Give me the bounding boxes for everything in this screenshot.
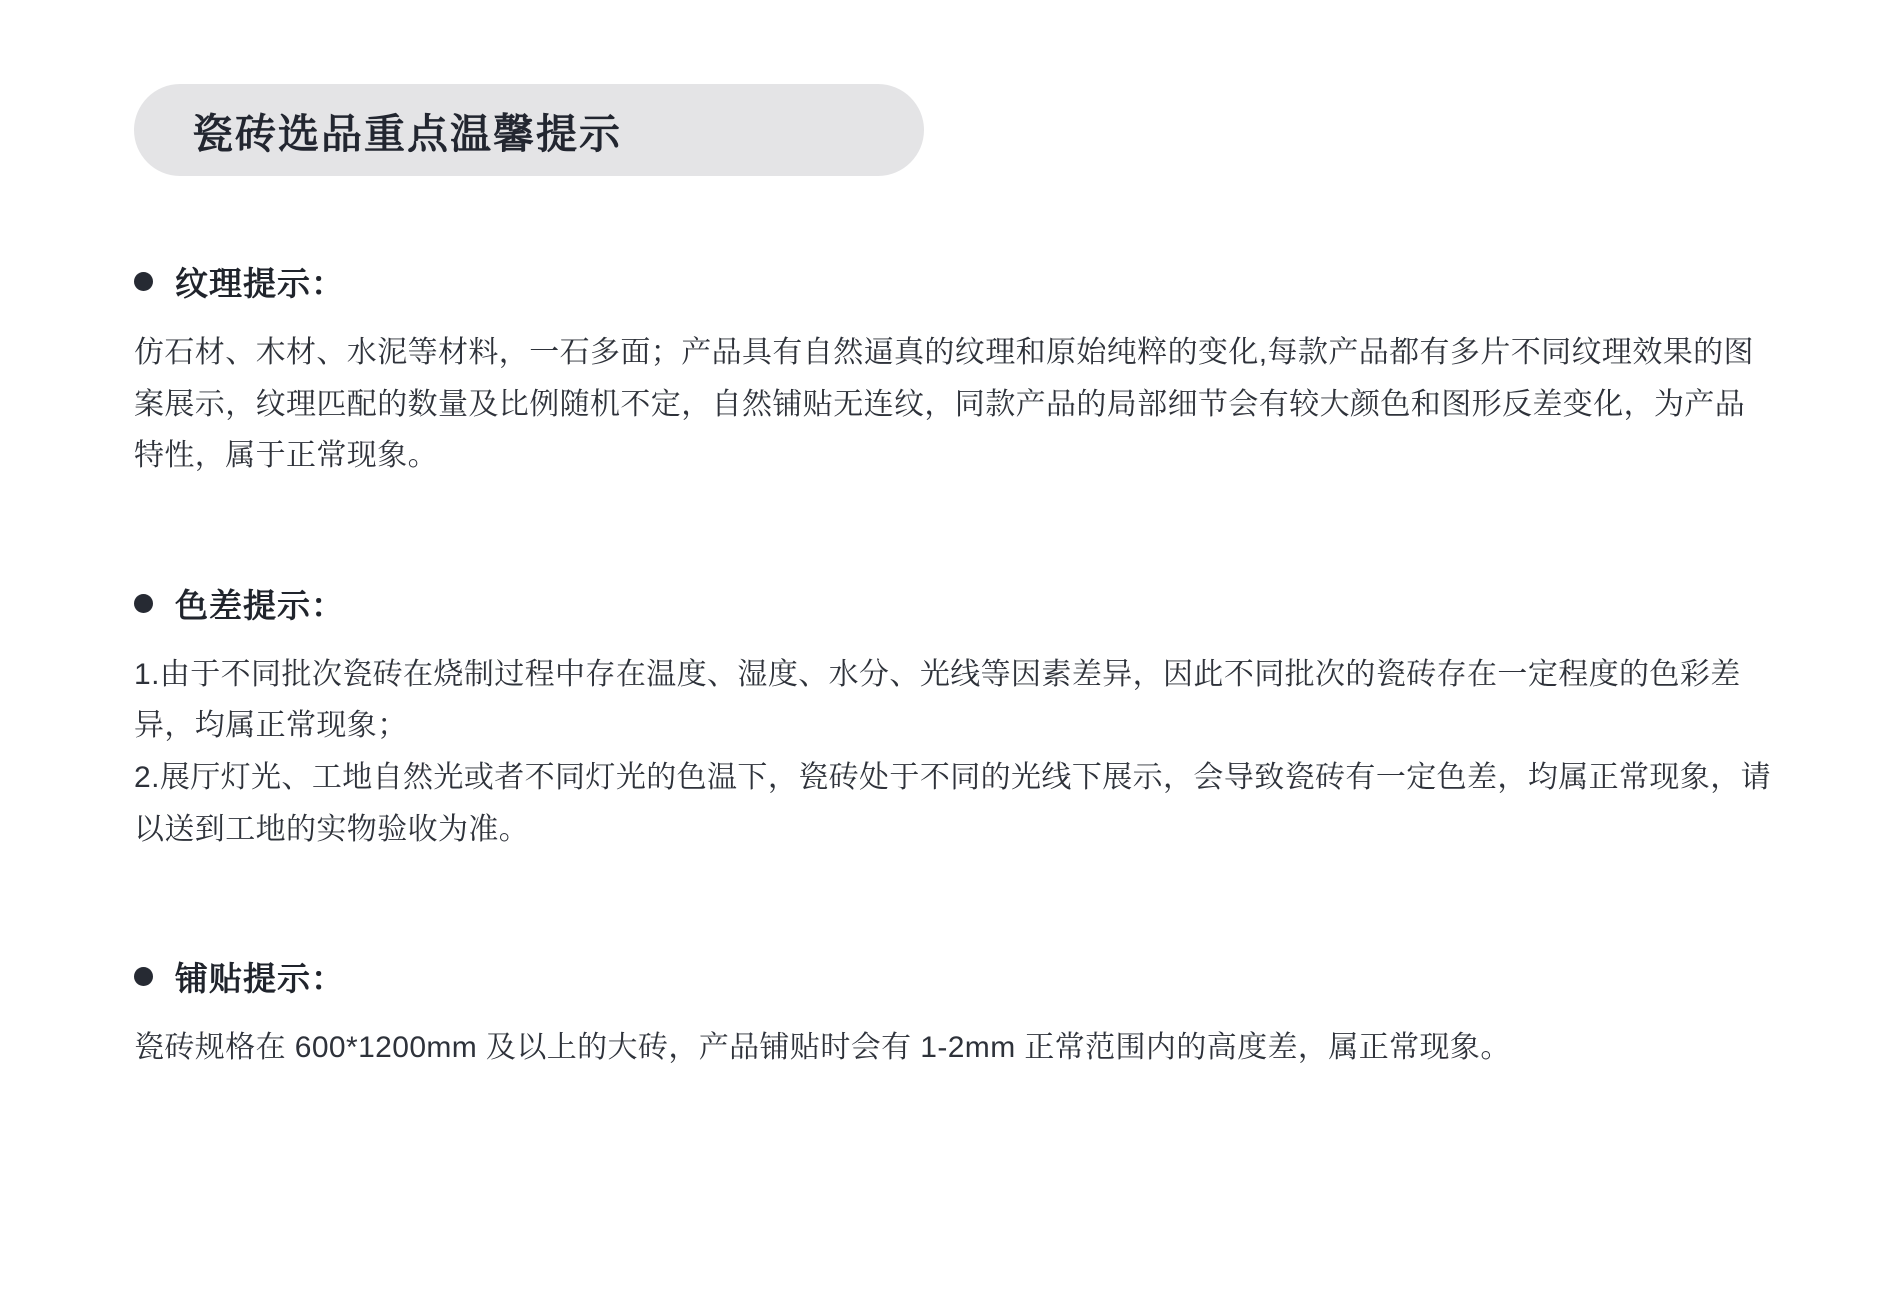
section-color-difference-title: 色差提示：	[175, 586, 345, 624]
document-body	[134, 258, 1774, 1074]
section-texture	[134, 258, 1774, 482]
section-color-difference-paragraph-1: 1.由于不同批次瓷砖在烧制过程中存在温度、湿度、水分、光线等因素差异，因此不同批次的瓷砖存在一定程度的色彩差异，均属正常现象；	[134, 657, 1741, 743]
section-texture-title: 纹理提示：	[175, 265, 345, 302]
dot-icon	[134, 594, 153, 613]
section-installation	[134, 953, 1774, 1074]
dot-icon	[134, 272, 153, 291]
section-installation-paragraph-1: 瓷砖规格在 600*1200mm 及以上的大砖，产品铺贴时会有 1-2mm 正常范围内的高度差，属正常现象。	[134, 1031, 1511, 1065]
page-title: 瓷砖选品重点温馨提示	[192, 110, 622, 157]
section-installation-title: 铺贴提示：	[175, 960, 345, 998]
section-color-difference-paragraph-2: 2.展厅灯光、工地自然光或者不同灯光的色温下，瓷砖处于不同的光线下展示，会导致瓷砖有一定色差，均属正常现象，请以送到工地的实物验收为准。	[134, 760, 1772, 846]
page-title-banner	[134, 84, 924, 176]
section-texture-paragraph-1: 仿石材、木材、水泥等材料，一石多面；产品具有自然逼真的纹理和原始纯粹的变化,每款产品都有多片不同纹理效果的图案展示，纹理匹配的数量及比例随机不定，自然铺贴无连纹，同款产品的局部细节会有较大颜色和图形反差变化，为产品特性，属于正常现象。	[134, 336, 1754, 473]
section-spacer-1	[134, 534, 1774, 580]
section-texture-heading	[134, 258, 1774, 305]
section-spacer-2	[134, 907, 1774, 953]
section-installation-heading	[134, 953, 1774, 1000]
section-color-difference-heading	[134, 580, 1774, 627]
section-color-difference	[134, 580, 1774, 855]
dot-icon	[134, 967, 153, 986]
